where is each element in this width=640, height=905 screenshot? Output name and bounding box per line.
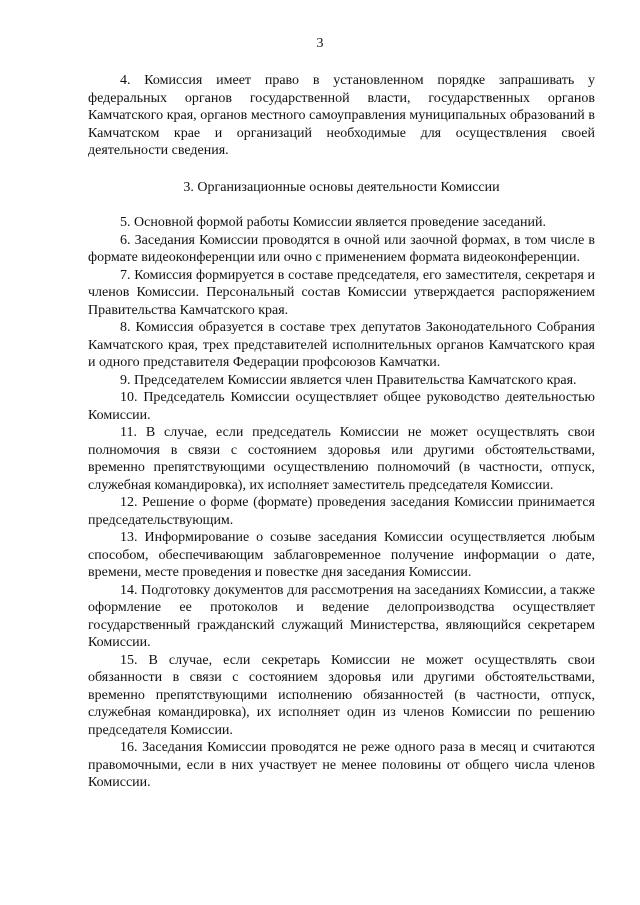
paragraph-16: 16. Заседания Комиссии проводятся не реже одного раза в месяц и считаются правомочными, если в них участвует не менее половины от общего числа членов Комиссии.	[88, 740, 595, 790]
paragraph-8: 8. Комиссия образуется в составе трех депутатов Законодательного Собрания Камчатского края, трех представителей исполнительных органов Камчатского края и одного представителя Федерации профсоюзов Камчатки.	[88, 320, 595, 370]
paragraph-6: 6. Заседания Комиссии проводятся в очной или заочной формах, в том числе в формате видеоконференции или очно с применением формата видеоконференции.	[88, 232, 595, 265]
paragraph-9: 9. Председателем Комиссии является член Правительства Камчатского края.	[120, 372, 577, 388]
section-heading: 3. Организационные основы деятельности Комиссии	[183, 179, 500, 195]
paragraph-5: 5. Основной формой работы Комиссии является проведение заседаний.	[120, 215, 546, 230]
paragraph-13: 13. Информирование о созыве заседания Комиссии осуществляется любым способом, обеспечивающим заблаговременное получение информации о дате, времени, месте проведения и повестке дня заседания Комиссии.	[88, 530, 595, 580]
paragraph-14: 14. Подготовку документов для рассмотрения на заседаниях Комиссии, а также оформление ее протоколов и ведение делопроизводства осуществляет государственный гражданский служащий Министерства, являющийся секретарем Комиссии.	[88, 582, 595, 650]
paragraph-12: 12. Решение о форме (формате) проведения заседания Комиссии принимается председательствующим.	[88, 495, 595, 528]
paragraph-11: 11. В случае, если председатель Комиссии не может осуществлять свои полномочия в связи с состоянием здоровья или другими обстоятельствами, временно препятствующими осуществлению полномочий (в частности, отпуск, служебная командировка), их исполняет заместитель председателя Комиссии.	[88, 425, 595, 493]
paragraph-15: 15. В случае, если секретарь Комиссии не может осуществлять свои обязанности в связи с состоянием здоровья или другими обстоятельствами, временно препятствующими исполнению обязанностей (в частности, отпуск, служебная командировка), их исполняет один из членов Комиссии по решению председателя Комиссии.	[88, 652, 595, 738]
paragraph-10: 10. Председатель Комиссии осуществляет общее руководство деятельностью Комиссии.	[88, 390, 595, 423]
paragraph-4: 4. Комиссия имеет право в установленном порядке запрашивать у федеральных органов государственной власти, государственных органов Камчатского края, органов местного самоуправления муниципальных образований в Камчатском крае и организаций необходимые для осуществления своей деятельности сведения.	[88, 73, 595, 158]
document-body	[88, 72, 595, 792]
page-number: 3	[316, 36, 324, 51]
paragraph-7: 7. Комиссия формируется в составе председателя, его заместителя, секретаря и членов Комиссии. Персональный состав Комиссии утверждается распоряжением Правительства Камчатского края.	[88, 267, 595, 318]
